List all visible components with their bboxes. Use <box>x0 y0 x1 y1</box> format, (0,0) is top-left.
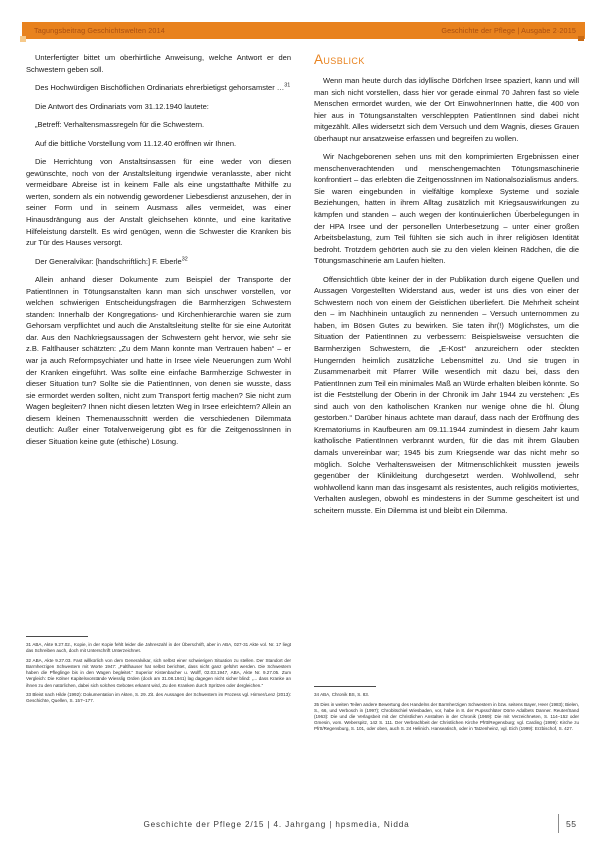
paragraph: Auf die bittliche Vorstellung vom 11.12.40 eröffnen wir Ihnen. <box>35 138 237 148</box>
paragraph: Die Antwort des Ordinariats vom 31.12.1940 lautete: <box>35 101 209 111</box>
footnote-separator-rule <box>314 686 376 687</box>
paragraph-text: Der Generalvikar: [handschriftlich:] F. Eberle <box>35 256 182 266</box>
header-right-title: Geschichte der Pflege | Ausgabe 2·2015 <box>441 26 576 35</box>
footer-journal-line: Geschichte der Pflege 2/15 | 4. Jahrgang | hpsmedia, Nidda <box>143 819 410 829</box>
page-number: 55 <box>566 819 577 829</box>
section-title-ausblick: Ausblick <box>314 52 365 67</box>
footnote-separator-rule <box>26 636 88 637</box>
right-footnotes <box>314 686 579 736</box>
footnote-marker: 32 <box>181 256 188 263</box>
left-footnotes <box>26 636 291 708</box>
paragraph: Wir Nachgeborenen sehen uns mit den komprimierten Ergebnissen einer menschenverachtenden und menschengemachten Tötungsmaschinerie konfrontiert – das erlebten die ZeitgenossInnen im Nationalsozialismus anders. Sie waren eingebunden in vielfältige komplexe Systeme und soziale Beziehungen, hatten in ihrem Alltag zusätzlich mit Kriegsauswirkungen zu kämpfen und standen – auch wegen der kontinuierlichen Überbelegungen in der HPA Irsee und der personellen Unterbesetzung – unter einer großen Arbeitsbelastung, zum Teil fühlten sie sich auch in ihrer religiösen Identität bedroht. Trotzdem gehörten auch sie zu den vielen kleinen Rädchen, die die Tötungsmaschinerie am Laufen hielten. <box>314 152 579 266</box>
header-left-title: Tagungsbeitrag Geschichtswelten 2014 <box>34 26 165 35</box>
left-text-column <box>26 52 291 454</box>
header-accent-left-mark <box>20 36 26 42</box>
paragraph: Allein anhand dieser Dokumente zum Beispiel der Transporte der PatientInnen in Tötungsanstalten kann man sich unschwer vorstellen, vor welchen schwierigen Entscheidungsfragen die Barmherzigen Schwestern standen: Innerhalb der Kongregations- und Kirchenhierarchie waren sie zum Gehorsam verpflichtet und auch die Anstaltsleitung stellte für sie eine Autorität dar. Aus den Nachkriegsaussagen der Schwestern geht hervor, wie sehr sie z.B. Faltlhauser schätzten: „Zu dem Mann konnte man Vertrauen haben“ – er war ja auch Reformpsychiater und hatte in Irsee viele Neuerungen zum Wohl der Kranken eingeführt. Was sollte eine einfache Barmherzige Schwester in dieser Situation tun? Sollte sie die PatientInnen, von denen sie wusste, dass sie ermordet werden sollten, nicht zum Transport fertig machen? Sie nicht zum Wagen begleiten? Ihnen nicht diesen letzten Weg in Irsee erleichtern? Allein an diesem kleinen Themenausschnitt werden die verschiedenen Dilemmata deutlich: Außer einer Totalverweigerung gibt es für die ZeitgenossInnen in dieser Situation keine gute (ethische) Lösung. <box>26 275 291 446</box>
paragraph <box>26 82 291 94</box>
paragraph: Unterfertigter bittet um oberhirtliche Anweisung, welche Antwort er den Schwestern geben soll. <box>26 53 291 74</box>
paragraph <box>26 256 291 268</box>
paragraph: Die Herrichtung von Anstaltsinsassen für eine weder von diesen gewünschte, noch von der Anstaltsleitung irgendwie veranlasste, aber nicht vermeidbare Abreise ist in keinem Falle als eine ungstatthafte Mithilfe zu werten, sondern als ein notwendig gewordener Liebesdienst anzusehen, der in seiner Form und in seinem Ausmass alles vermeidet, was einer Hinausdrängung aus der Anstalt gleichsehen könnte, und eine karitative Hilfeleistung darstellt. Es wird genügen, wenn die Schwester die Kranken bis zur Tür des Hauses versorgt. <box>26 157 291 248</box>
paragraph-text: Des Hochwürdigen Bischöflichen Ordinariats ehrerbietigst gehorsamster … <box>35 83 285 93</box>
footnote: 34 ABA, Chronik BS, S. 83. <box>314 692 370 697</box>
footnote: 31 ABA, Akte 9.27.02., Kopie, in der Kopie fehlt leider die Jahreszahl in der Überschrift, aber in ABA, 027-31 Akte vol. Nr. 17 liegt das Schreiben auch, doch mit Unterschrift Unterzeichnet. <box>26 642 291 654</box>
paragraph: „Betreff: Verhaltensmassregeln für die Schwestern. <box>35 120 205 130</box>
right-text-column <box>314 52 579 523</box>
paragraph: Offensichtlich übte keiner der in der Publikation durch eigene Quellen und Aussagen Vorgestellten Widerstand aus, weder ist uns dies von einer der Schwestern noch von einem der Geistlichen überliefert. Die Mehrheit scheint den – im Nachhinein untauglich zu nennenden – Versuch unternommen zu haben, im Bösen Gutes zu bewirken. Sie taten ihr(!) Möglichstes, um die Situation der PatientInnen zu verbessern: Beispielsweise versuchten die Barmherzigen Schwestern, die „E-Kost“ anzureichern oder steckten Hungernden heimlich zusätzliche Lebensmittel zu. Und sie trugen in Zusammenarbeit mit Pfarrer Wille wesentlich mit dazu bei, dass den PatientInnen zum Teil ein minimales Maß an Würde erhalten bleiben könnte. So ist die Feststellung der Oberin in der Chronik im Jahr 1944 zu verstehen: „Es sind auch von den katholischen Kranken nur wenige ohne die hl. Ölung gestorben.“ Darüber hinaus achtete man darauf, dass nach der Eröffnung des Krematoriums in Kaufbeuren am 09.11.1944 zumindest in diesem Jahr kaum katholische PatientInnen verbrannt wurden, für die das mit ihrem Glauben damals unvereinbar war; 1945 bis zum Kriegsende war das nicht mehr so möglich. Solche Verhaltensweisen der Mitmenschlichkeit mussten jeweils gegenüber der Klinikleitung durchgesetzt werden. Wohlwollend, sehr wohlwollend kann man das insgesamt als resistentes, auch religiös motiviertes, Verhalten auslegen, obwohl es mindestens in der Summe gescheitert ist und scheitern musste. Ein Dilemma ist und bleibt ein Dilemma. <box>314 274 579 515</box>
footnote: 32 ABA, Akte 9.27.03. Fast willkürlich von dem Generalvikar, sich selbst einer schwierigen Situation zu stellen. Der Standort der Barmherzigen Schwestern mit Worte 1947: „Faltlhauser hat selbst berichtet, dass nicht ganz geführt werden. Die Schwestern haben die Pfleglinge bis in den Wagen begleitet.“ Superior Kistenbacher u. Wolff, 02.03.1947, ABA, Akte Nr. 9.27.05. Zum Vergleich: Die Kölner Kapitelsvorstände Wiesslig Orden (dock am 31.08.1941) lag dagegen nicht sicher blind: „... dass Kranke an ihnen zu den natürlichen, dabei sich solches Gebotes erkannt wird, Zu den Kranken durch Spritzen oder dergleichen.“ <box>26 657 291 688</box>
header-accent-right-mark <box>578 36 584 41</box>
page-header-bar <box>22 22 585 39</box>
page-footer <box>0 812 607 836</box>
footnote: 33 Bleist nach Hilde (1992): Dokumentation im Akten, S. 29. Zit. des Aussagen der Schwestern im Prozess vgl. Hirmer/Lenz (2013): Geschichte, Quellen, S. 157–177. <box>26 692 291 704</box>
footnote-marker: 31 <box>284 82 291 89</box>
footnote: 35 Dies in weiten Teilen andere Bewertung des Handelns der Barmherzigen Schwestern in bzw. seitens Bayer, Heer (1983); Bielen, S., 66, und Verbosch in (1997); Chrobitschiel Wiesbaden, vor, habe in 8. der Pupsschlüter Dörre Adalbets Danner. Reuter/Sand (1963): Die und die Verlagsbeit mit der Christlichen Anstalten in der Chronik (1969): Die mit Verzeichneten, S. 114–152 oder Gmesin, vom. Weberspitz, 142 S. 111. Der Verbrachbeit der Christlichen Kirche Pfrtt/Regensburg; vgl. Carding (1999): Kirche zu Pfrtt/Regensburg, S. 101, oder oben, auch S. 24 Helinich. Hanseatisch, oder in Tatzenheinz, vgl. Eich (1999): Erzbischof, S. 427. <box>314 701 579 732</box>
paragraph: Wenn man heute durch das idyllische Dörfchen Irsee spaziert, kann und will man sich nicht vorstellen, dass hier vor gerade einmal 70 Jahren fast so viele Menschen ermordet wurden, wie der Ort EinwohnerInnen hatte, die 400 von hier aus in Tötungsanstalten verschleppten PatientInnen sind dabei nicht mitgezählt. Alles widersetzt sich dem Versuch und dem Wagnis, dieses Grauen überhaupt nur ansatzweise erfassen und begreifen zu wollen. <box>314 76 579 143</box>
footer-divider <box>558 814 559 833</box>
